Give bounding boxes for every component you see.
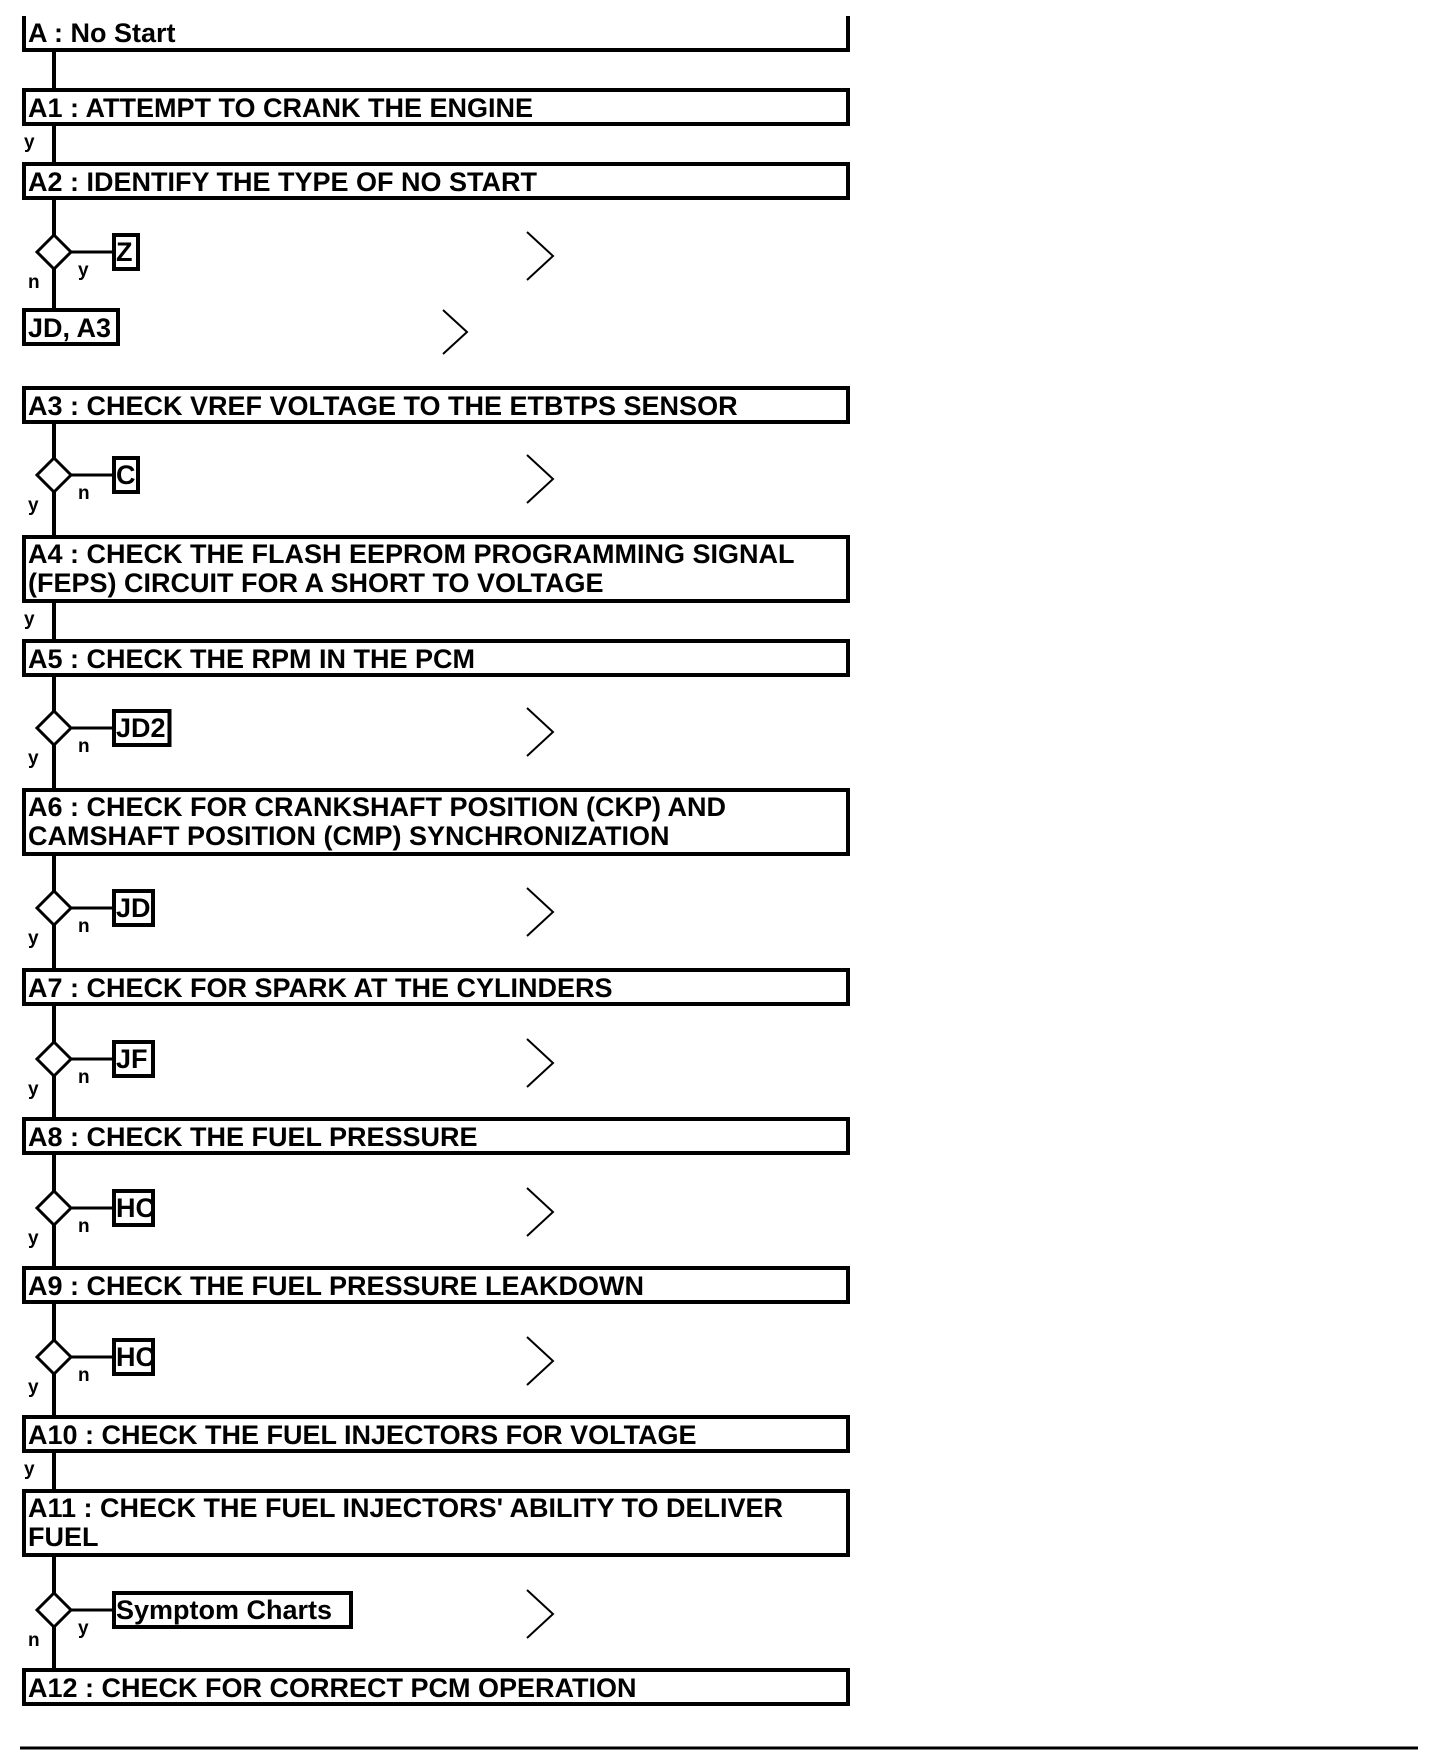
chevron-right-icon[interactable] — [527, 888, 553, 936]
down-branch-label: y — [28, 495, 39, 516]
decision-a11 — [28, 1555, 553, 1670]
step-a11-label: A11 : CHECK THE FUEL INJECTORS' ABILITY TO DELIVER — [28, 1493, 784, 1523]
step-a12 — [24, 1670, 848, 1704]
decision-a6 — [28, 854, 553, 970]
chevron-right-icon[interactable] — [527, 1039, 553, 1087]
down-branch-label: y — [28, 748, 39, 769]
branch-ref-label: HC — [116, 1193, 155, 1223]
step-a6-label: A6 : CHECK FOR CRANKSHAFT POSITION (CKP) AND — [28, 792, 726, 822]
step-a8 — [24, 1119, 848, 1153]
step-a11 — [24, 1491, 848, 1555]
branch-ref-label: Z — [116, 237, 133, 267]
connector-label: y — [24, 1459, 35, 1480]
diamond-icon — [37, 1340, 71, 1374]
branch-ref-label: JD2 — [116, 713, 166, 743]
step-a11-label: FUEL — [28, 1522, 99, 1552]
step-a6 — [24, 790, 848, 854]
step-a3 — [24, 388, 848, 422]
chevron-right-icon[interactable] — [527, 232, 553, 280]
side-branch-label: n — [78, 1216, 90, 1237]
diamond-icon — [37, 1593, 71, 1627]
diamond-icon — [37, 1191, 71, 1225]
down-branch-label: y — [28, 1228, 39, 1249]
step-a5 — [24, 641, 848, 675]
side-branch-label: y — [78, 260, 89, 281]
decision-a7 — [28, 1004, 553, 1119]
step-a4-label: A4 : CHECK THE FLASH EEPROM PROGRAMMING SIGNAL — [28, 539, 795, 569]
decision-a8 — [28, 1153, 553, 1268]
branch-ref-label: C — [116, 460, 136, 490]
diamond-icon — [37, 711, 71, 745]
side-branch-label: n — [78, 916, 90, 937]
step-a3-label: A3 : CHECK VREF VOLTAGE TO THE ETBTPS SENSOR — [28, 391, 738, 421]
step-a1 — [24, 90, 848, 124]
step-a9-label: A9 : CHECK THE FUEL PRESSURE LEAKDOWN — [28, 1271, 645, 1301]
step-a10-label: A10 : CHECK THE FUEL INJECTORS FOR VOLTAGE — [28, 1420, 697, 1450]
step-a2-label: A2 : IDENTIFY THE TYPE OF NO START — [28, 167, 538, 197]
chevron-right-icon[interactable] — [527, 1188, 553, 1236]
step-a2 — [24, 164, 848, 198]
diagram-title: A : No Start — [28, 18, 176, 48]
decision-a3 — [28, 422, 553, 537]
connector-label: y — [24, 132, 35, 153]
diamond-icon — [37, 235, 71, 269]
decision-a9 — [28, 1302, 553, 1417]
branch-ref-label: JF — [116, 1044, 148, 1074]
branch-ref-label: JD — [116, 893, 151, 923]
down-branch-label: y — [28, 1079, 39, 1100]
side-branch-label: n — [78, 1365, 90, 1386]
side-branch-label: n — [78, 736, 90, 757]
down-branch-label: n — [28, 1630, 40, 1651]
step-a9 — [24, 1268, 848, 1302]
step-a6-label: CAMSHAFT POSITION (CMP) SYNCHRONIZATION — [28, 821, 670, 851]
step-a1-label: A1 : ATTEMPT TO CRANK THE ENGINE — [28, 93, 534, 123]
step-a4-label: (FEPS) CIRCUIT FOR A SHORT TO VOLTAGE — [28, 568, 604, 598]
chevron-right-icon[interactable] — [527, 455, 553, 503]
chevron-right-icon[interactable] — [527, 1337, 553, 1385]
chevron-right-icon[interactable] — [527, 708, 553, 756]
side-branch-label: n — [78, 483, 90, 504]
side-branch-label: y — [78, 1618, 89, 1639]
branch-ref-label: HC — [116, 1342, 155, 1372]
diamond-icon — [37, 458, 71, 492]
step-a7-label: A7 : CHECK FOR SPARK AT THE CYLINDERS — [28, 973, 613, 1003]
chevron-right-icon[interactable] — [443, 310, 467, 354]
step-a5-label: A5 : CHECK THE RPM IN THE PCM — [28, 644, 476, 674]
decision-a2 — [28, 198, 553, 310]
connector-label: y — [24, 609, 35, 630]
down-branch-label: y — [28, 1377, 39, 1398]
down-branch-label: y — [28, 928, 39, 949]
diamond-icon — [37, 891, 71, 925]
decision-a5 — [28, 675, 553, 790]
branch-ref-label: Symptom Charts — [116, 1595, 333, 1625]
step-a12-label: A12 : CHECK FOR CORRECT PCM OPERATION — [28, 1673, 637, 1703]
step-jd-a3-label: JD, A3 — [28, 313, 112, 343]
chevron-right-icon[interactable] — [527, 1590, 553, 1638]
down-branch-label: n — [28, 272, 40, 293]
step-jd-a3 — [24, 310, 118, 344]
step-a4 — [24, 537, 848, 601]
diamond-icon — [37, 1042, 71, 1076]
step-a10 — [24, 1417, 848, 1451]
step-a7 — [24, 970, 848, 1004]
side-branch-label: n — [78, 1067, 90, 1088]
step-a8-label: A8 : CHECK THE FUEL PRESSURE — [28, 1122, 478, 1152]
